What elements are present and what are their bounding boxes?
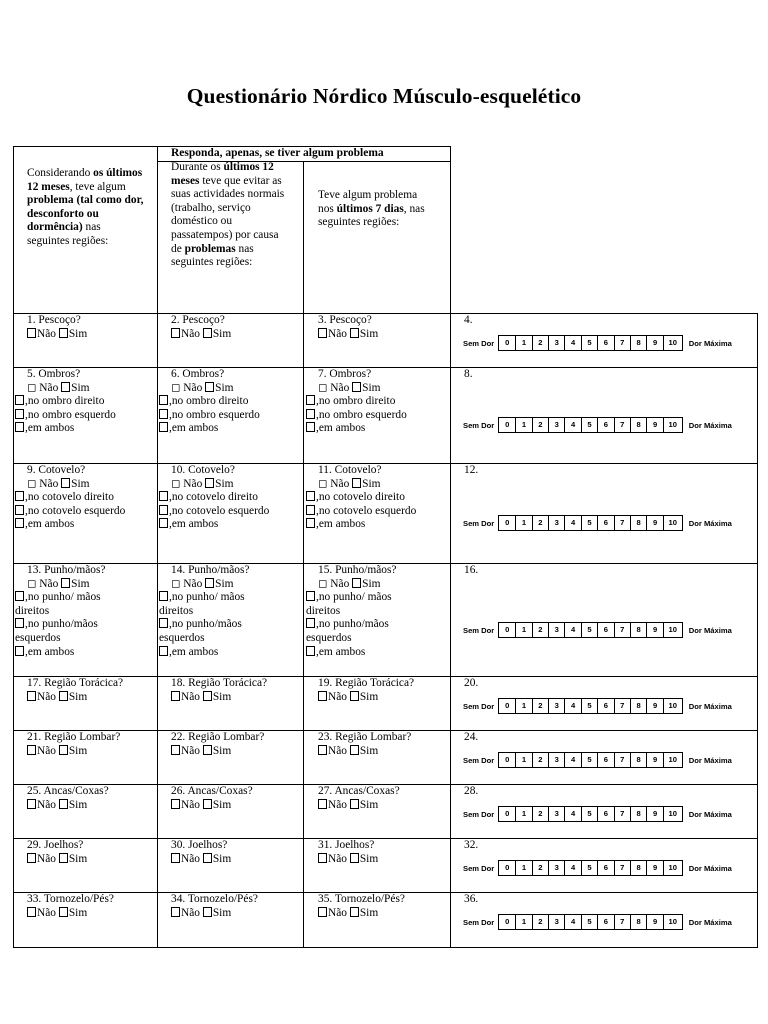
checkbox-icon[interactable] — [171, 328, 180, 338]
checkbox-icon[interactable] — [27, 745, 36, 755]
checkbox-icon[interactable] — [352, 382, 361, 392]
question-cell: 2. Pescoço? Não Sim — [171, 314, 232, 340]
scale-option[interactable]: 9 — [647, 699, 663, 713]
checkbox-icon[interactable] — [171, 745, 180, 755]
checkbox-icon[interactable] — [15, 518, 24, 528]
scale-boxes — [498, 806, 683, 822]
scale-right-label: Dor Máxima — [688, 701, 732, 711]
scale-option[interactable]: 9 — [647, 516, 663, 530]
checkbox-icon[interactable] — [159, 395, 168, 405]
scale-option[interactable]: 0 — [499, 623, 516, 637]
scale-option[interactable]: 10 — [668, 338, 677, 347]
scale-option[interactable]: 4 — [565, 807, 581, 821]
scale-option[interactable]: 9 — [647, 807, 663, 821]
checkbox-icon[interactable] — [350, 907, 359, 917]
checkbox-icon[interactable] — [27, 853, 36, 863]
scale-option[interactable]: 10 — [668, 518, 677, 527]
scale-option[interactable]: 1 — [516, 623, 532, 637]
checkbox-icon[interactable] — [15, 409, 24, 419]
checkbox-icon[interactable] — [318, 691, 327, 701]
scale-option[interactable]: 7 — [615, 753, 631, 767]
scale-option[interactable]: 4 — [565, 516, 581, 530]
scale-option[interactable]: 5 — [582, 807, 598, 821]
column-divider — [157, 146, 158, 947]
checkbox-icon[interactable] — [306, 395, 315, 405]
checkbox-icon[interactable] — [318, 328, 327, 338]
scale-boxes — [498, 914, 683, 930]
scale-option[interactable]: 9 — [647, 336, 663, 350]
scale-option[interactable]: 10 — [668, 863, 677, 872]
scale-option[interactable]: 8 — [631, 861, 647, 875]
checkbox-icon[interactable] — [203, 907, 212, 917]
scale-option[interactable]: 3 — [549, 516, 565, 530]
checkbox-icon[interactable] — [159, 591, 168, 601]
scale-right-label: Dor Máxima — [688, 755, 732, 765]
scale-option[interactable]: 8 — [631, 336, 647, 350]
scale-option[interactable]: 6 — [598, 623, 614, 637]
pain-scale-number: 4. — [464, 314, 473, 326]
scale-option[interactable]: 8 — [631, 753, 647, 767]
question-cell: 5. Ombros? ◻ Não Sim ,no ombro direito ,no ombro esquerdo ,em ambos — [27, 368, 153, 436]
question-cell: 34. Tornozelo/Pés? Não Sim — [171, 893, 258, 919]
scale-option[interactable]: 0 — [499, 418, 516, 432]
scale-option[interactable]: 3 — [549, 699, 565, 713]
pain-scale — [463, 417, 732, 433]
pain-scale-number: 12. — [464, 464, 479, 476]
question-cell: 10. Cotovelo? ◻ Não Sim ,no cotovelo direito ,no cotovelo esquerdo ,em ambos — [171, 464, 299, 532]
pain-scale — [463, 515, 732, 531]
scale-option[interactable]: 0 — [499, 861, 516, 875]
scale-option[interactable]: 8 — [631, 699, 647, 713]
scale-option[interactable]: 2 — [533, 623, 549, 637]
checkbox-icon[interactable] — [306, 591, 315, 601]
pain-scale-number: 28. — [464, 785, 479, 797]
checkbox-icon[interactable] — [306, 518, 315, 528]
checkbox-icon[interactable] — [350, 691, 359, 701]
checkbox-icon[interactable] — [15, 591, 24, 601]
scale-boxes — [498, 860, 683, 876]
scale-option[interactable]: 10 — [668, 701, 677, 710]
question-cell: 30. Joelhos? Não Sim — [171, 839, 232, 865]
scale-option[interactable]: 5 — [582, 753, 598, 767]
checkbox-icon[interactable] — [318, 745, 327, 755]
question-cell: 23. Região Lombar? Não Sim — [318, 731, 412, 757]
scale-option[interactable]: 2 — [533, 516, 549, 530]
pain-scale-number: 36. — [464, 893, 479, 905]
scale-left-label: Sem Dor — [463, 809, 495, 819]
pain-scale — [463, 860, 732, 876]
question-cell: 22. Região Lombar? Não Sim — [171, 731, 265, 757]
checkbox-icon[interactable] — [59, 745, 68, 755]
scale-option[interactable]: 1 — [516, 418, 532, 432]
scale-option[interactable]: 5 — [582, 699, 598, 713]
checkbox-icon[interactable] — [27, 691, 36, 701]
scale-right-label: Dor Máxima — [688, 420, 732, 430]
pain-scale — [463, 752, 732, 768]
scale-option[interactable]: 5 — [582, 915, 598, 929]
scale-option[interactable]: 7 — [615, 915, 631, 929]
checkbox-icon[interactable] — [205, 578, 214, 588]
scale-option[interactable]: 8 — [631, 418, 647, 432]
scale-boxes — [498, 335, 683, 351]
checkbox-icon[interactable] — [203, 853, 212, 863]
scale-option[interactable]: 4 — [565, 418, 581, 432]
checkbox-icon[interactable] — [15, 618, 24, 628]
scale-option[interactable]: 10 — [668, 625, 677, 634]
checkbox-icon[interactable] — [59, 691, 68, 701]
scale-option[interactable]: 3 — [549, 807, 565, 821]
scale-option[interactable]: 0 — [499, 753, 516, 767]
checkbox-icon[interactable] — [27, 799, 36, 809]
scale-left-label: Sem Dor — [463, 701, 495, 711]
question-cell: 27. Ancas/Coxas? Não Sim — [318, 785, 400, 811]
scale-option[interactable]: 1 — [516, 336, 532, 350]
scale-boxes — [498, 622, 683, 638]
column-divider — [450, 146, 451, 947]
scale-option[interactable]: 7 — [615, 861, 631, 875]
pain-scale-number: 32. — [464, 839, 479, 851]
scale-boxes — [498, 417, 683, 433]
checkbox-icon[interactable] — [352, 578, 361, 588]
scale-option[interactable]: 5 — [582, 861, 598, 875]
checkbox-icon[interactable] — [306, 491, 315, 501]
checkbox-icon[interactable] — [171, 799, 180, 809]
scale-option[interactable]: 6 — [598, 516, 614, 530]
scale-option[interactable]: 6 — [598, 753, 614, 767]
checkbox-icon[interactable] — [15, 422, 24, 432]
scale-option[interactable]: 3 — [549, 861, 565, 875]
scale-right-label: Dor Máxima — [688, 809, 732, 819]
scale-option[interactable]: 5 — [582, 623, 598, 637]
scale-option[interactable]: 1 — [516, 915, 532, 929]
checkbox-icon[interactable] — [59, 799, 68, 809]
question-cell: 13. Punho/mãos? ◻ Não Sim ,no punho/ mãos direitos ,no punho/mãos esquerdos ,em ambos — [15, 564, 106, 658]
checkbox-icon[interactable] — [59, 907, 68, 917]
scale-option[interactable]: 0 — [499, 699, 516, 713]
scale-option[interactable]: 9 — [647, 861, 663, 875]
scale-right-label: Dor Máxima — [688, 518, 732, 528]
scale-option[interactable]: 8 — [631, 516, 647, 530]
checkbox-icon[interactable] — [350, 328, 359, 338]
pain-scale — [463, 698, 732, 714]
scale-option[interactable]: 6 — [598, 336, 614, 350]
scale-option[interactable]: 1 — [516, 861, 532, 875]
scale-right-label: Dor Máxima — [688, 625, 732, 635]
scale-left-label: Sem Dor — [463, 420, 495, 430]
question-cell: 29. Joelhos? Não Sim — [27, 839, 88, 865]
scale-option[interactable]: 0 — [499, 915, 516, 929]
scale-left-label: Sem Dor — [463, 338, 495, 348]
checkbox-icon[interactable] — [159, 618, 168, 628]
scale-option[interactable]: 10 — [668, 809, 677, 818]
scale-option[interactable]: 9 — [647, 623, 663, 637]
checkbox-icon[interactable] — [306, 505, 315, 515]
checkbox-icon[interactable] — [61, 382, 70, 392]
scale-option[interactable]: 4 — [565, 623, 581, 637]
scale-option[interactable]: 7 — [615, 807, 631, 821]
question-cell: 18. Região Torácica? Não Sim — [171, 677, 268, 703]
scale-option[interactable]: 2 — [533, 753, 549, 767]
scale-option[interactable]: 3 — [549, 623, 565, 637]
scale-option[interactable]: 1 — [516, 753, 532, 767]
question-cell: 25. Ancas/Coxas? Não Sim — [27, 785, 109, 811]
checkbox-icon[interactable] — [15, 505, 24, 515]
checkbox-icon[interactable] — [205, 382, 214, 392]
scale-option[interactable]: 5 — [582, 336, 598, 350]
scale-option[interactable]: 5 — [582, 516, 598, 530]
page-margin — [758, 0, 768, 1024]
scale-option[interactable]: 7 — [615, 336, 631, 350]
scale-option[interactable]: 0 — [499, 336, 516, 350]
scale-option[interactable]: 7 — [615, 699, 631, 713]
question-cell: 3. Pescoço? Não Sim — [318, 314, 379, 340]
scale-option[interactable]: 9 — [647, 753, 663, 767]
question-cell: 15. Punho/mãos? ◻ Não Sim ,no punho/ mãos direitos ,no punho/mãos esquerdos ,em ambos — [306, 564, 397, 658]
scale-right-label: Dor Máxima — [688, 917, 732, 927]
pain-scale — [463, 622, 732, 638]
pain-scale — [463, 335, 732, 351]
scale-option[interactable]: 10 — [668, 917, 677, 926]
scale-option[interactable]: 6 — [598, 861, 614, 875]
scale-option[interactable]: 6 — [598, 699, 614, 713]
header-col3-text: Teve algum problema nos últimos 7 dias, nas seguintes regiões: — [318, 189, 425, 229]
scale-option[interactable]: 2 — [533, 699, 549, 713]
scale-option[interactable]: 6 — [598, 915, 614, 929]
checkbox-icon[interactable] — [27, 907, 36, 917]
scale-option[interactable]: 10 — [668, 420, 677, 429]
checkbox-icon[interactable] — [205, 478, 214, 488]
checkbox-icon[interactable] — [350, 745, 359, 755]
pain-scale-number: 20. — [464, 677, 479, 689]
scale-option[interactable]: 2 — [533, 861, 549, 875]
pain-scale — [463, 914, 732, 930]
scale-option[interactable]: 1 — [516, 807, 532, 821]
scale-option[interactable]: 6 — [598, 807, 614, 821]
table-border-left — [13, 146, 14, 948]
header-col2-text: Durante os últimos 12 meses teve que evitar as suas actividades normais (trabalho, serviço doméstico ou passatempos) por causa de problemas nas seguintes regiões: — [171, 161, 285, 269]
checkbox-icon[interactable] — [61, 578, 70, 588]
checkbox-icon[interactable] — [306, 646, 315, 656]
scale-left-label: Sem Dor — [463, 625, 495, 635]
question-cell: 19. Região Torácica? Não Sim — [318, 677, 415, 703]
question-cell: 6. Ombros? ◻ Não Sim ,no ombro direito ,no ombro esquerdo ,em ambos — [171, 368, 299, 436]
scale-option[interactable]: 0 — [499, 516, 516, 530]
question-cell: 33. Tornozelo/Pés? Não Sim — [27, 893, 114, 919]
checkbox-icon[interactable] — [171, 907, 180, 917]
scale-left-label: Sem Dor — [463, 518, 495, 528]
question-cell: 35. Tornozelo/Pés? Não Sim — [318, 893, 405, 919]
checkbox-icon[interactable] — [59, 853, 68, 863]
scale-option[interactable]: 3 — [549, 336, 565, 350]
scale-option[interactable]: 1 — [516, 699, 532, 713]
question-cell: 9. Cotovelo? ◻ Não Sim ,no cotovelo direito ,no cotovelo esquerdo ,em ambos — [27, 464, 153, 532]
checkbox-icon[interactable] — [59, 328, 68, 338]
scale-left-label: Sem Dor — [463, 755, 495, 765]
question-cell: 26. Ancas/Coxas? Não Sim — [171, 785, 253, 811]
pain-scale-number: 8. — [464, 368, 473, 380]
scale-option[interactable]: 4 — [565, 699, 581, 713]
checkbox-icon[interactable] — [306, 409, 315, 419]
scale-left-label: Sem Dor — [463, 863, 495, 873]
checkbox-icon[interactable] — [159, 409, 168, 419]
scale-option[interactable]: 0 — [499, 807, 516, 821]
checkbox-icon[interactable] — [15, 491, 24, 501]
pain-scale-number: 16. — [464, 564, 479, 576]
scale-option[interactable]: 2 — [533, 336, 549, 350]
scale-boxes — [498, 698, 683, 714]
question-cell: 14. Punho/mãos? ◻ Não Sim ,no punho/ mãos direitos ,no punho/mãos esquerdos ,em ambos — [159, 564, 250, 658]
pain-scale — [463, 806, 732, 822]
question-cell: 11. Cotovelo? ◻ Não Sim ,no cotovelo direito ,no cotovelo esquerdo ,em ambos — [318, 464, 446, 532]
checkbox-icon[interactable] — [318, 799, 327, 809]
row-divider — [13, 947, 758, 948]
scale-option[interactable]: 3 — [549, 753, 565, 767]
scale-option[interactable]: 4 — [565, 336, 581, 350]
question-cell: 7. Ombros? ◻ Não Sim ,no ombro direito ,no ombro esquerdo ,em ambos — [318, 368, 446, 436]
scale-right-label: Dor Máxima — [688, 338, 732, 348]
page-title: Questionário Nórdico Músculo-esquelético — [186, 84, 582, 108]
checkbox-icon[interactable] — [159, 646, 168, 656]
scale-option[interactable]: 5 — [582, 418, 598, 432]
scale-option[interactable]: 3 — [549, 915, 565, 929]
scale-option[interactable]: 8 — [631, 807, 647, 821]
scale-option[interactable]: 4 — [565, 915, 581, 929]
scale-option[interactable]: 4 — [565, 861, 581, 875]
scale-option[interactable]: 10 — [668, 755, 677, 764]
checkbox-icon[interactable] — [203, 799, 212, 809]
checkbox-icon[interactable] — [350, 853, 359, 863]
question-cell: 31. Joelhos? Não Sim — [318, 839, 379, 865]
checkbox-icon[interactable] — [159, 422, 168, 432]
pain-scale-number: 24. — [464, 731, 479, 743]
scale-option[interactable]: 7 — [615, 418, 631, 432]
scale-option[interactable]: 2 — [533, 418, 549, 432]
scale-option[interactable]: 2 — [533, 807, 549, 821]
question-cell: 1. Pescoço? Não Sim — [27, 314, 88, 340]
scale-boxes — [498, 752, 683, 768]
scale-option[interactable]: 4 — [565, 753, 581, 767]
question-cell: 17. Região Torácica? Não Sim — [27, 677, 124, 703]
scale-option[interactable]: 9 — [647, 915, 663, 929]
scale-right-label: Dor Máxima — [688, 863, 732, 873]
checkbox-icon[interactable] — [171, 853, 180, 863]
checkbox-icon[interactable] — [350, 799, 359, 809]
checkbox-icon[interactable] — [61, 478, 70, 488]
checkbox-icon[interactable] — [203, 328, 212, 338]
checkbox-icon[interactable] — [306, 618, 315, 628]
checkbox-icon[interactable] — [15, 646, 24, 656]
scale-option[interactable]: 3 — [549, 418, 565, 432]
scale-option[interactable]: 8 — [631, 915, 647, 929]
checkbox-icon[interactable] — [352, 478, 361, 488]
checkbox-icon[interactable] — [27, 328, 36, 338]
checkbox-icon[interactable] — [159, 505, 168, 515]
checkbox-icon[interactable] — [159, 491, 168, 501]
checkbox-icon[interactable] — [318, 853, 327, 863]
checkbox-icon[interactable] — [15, 395, 24, 405]
scale-option[interactable]: 8 — [631, 623, 647, 637]
scale-option[interactable]: 7 — [615, 623, 631, 637]
checkbox-icon[interactable] — [203, 745, 212, 755]
scale-option[interactable]: 1 — [516, 516, 532, 530]
question-cell: 21. Região Lombar? Não Sim — [27, 731, 121, 757]
header-col1-text: Considerando os últimos 12 meses, teve algum problema (tal como dor, desconforto ou dormência) nas seguintes regiões: — [27, 167, 144, 247]
scale-boxes — [498, 515, 683, 531]
header-span-label: Responda, apenas, se tiver algum problema — [171, 147, 384, 159]
scale-option[interactable]: 9 — [647, 418, 663, 432]
checkbox-icon[interactable] — [159, 518, 168, 528]
checkbox-icon[interactable] — [171, 691, 180, 701]
scale-option[interactable]: 6 — [598, 418, 614, 432]
checkbox-icon[interactable] — [203, 691, 212, 701]
checkbox-icon[interactable] — [306, 422, 315, 432]
scale-left-label: Sem Dor — [463, 917, 495, 927]
checkbox-icon[interactable] — [318, 907, 327, 917]
scale-option[interactable]: 7 — [615, 516, 631, 530]
scale-option[interactable]: 2 — [533, 915, 549, 929]
column-divider — [303, 161, 304, 947]
